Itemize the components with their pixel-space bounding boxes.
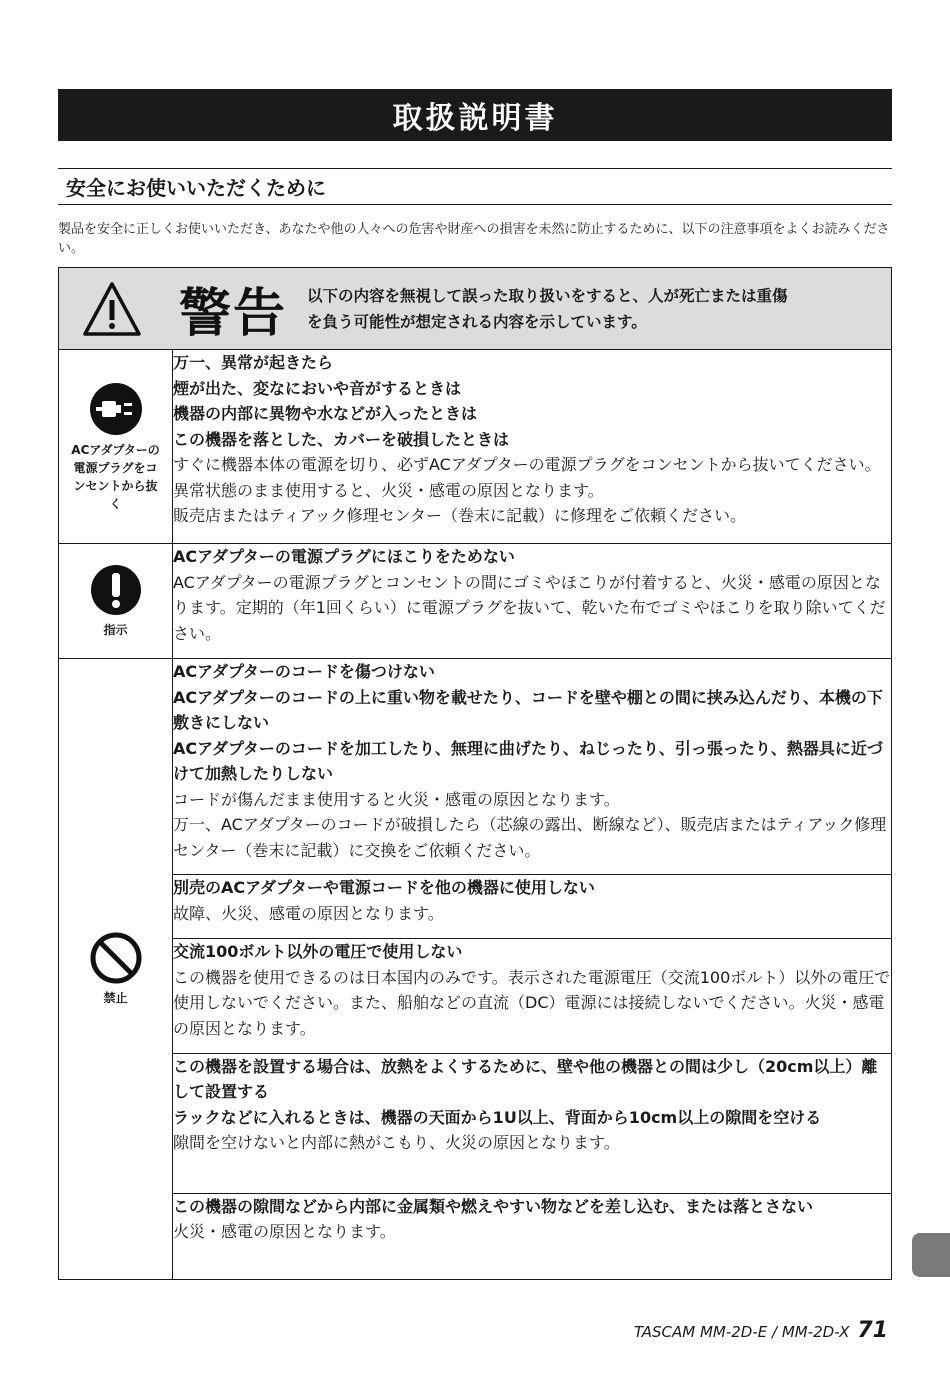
warning-description: 以下の内容を無視して誤った取り扱いをすると、人が死亡または重傷 を負う可能性が想定される内容を示しています。	[307, 286, 788, 331]
section-heading: 安全にお使いいただくために	[66, 176, 326, 200]
unplug-icon	[88, 381, 144, 437]
footer	[634, 1318, 888, 1343]
warning-row	[59, 939, 892, 1053]
warning-content: 交流100ボルト以外の電圧で使用しない この機器を使用できるのは日本国内のみです。表示された電源電圧（交流100ボルト）以外の電圧で使用しないでください。また、船舶などの直流（DC）電源には接続しないでください。火災・感電の原因となります。	[173, 939, 892, 1053]
warning-triangle-icon	[81, 280, 143, 338]
icon-caption: ACアダプターの電源プラグをコンセントから抜く	[71, 442, 160, 511]
section-side-tab	[912, 1233, 950, 1277]
section-rule-top	[58, 168, 892, 169]
page-title: 取扱説明書	[58, 89, 892, 141]
warning-content: この機器の隙間などから内部に金属類や燃えやすい物などを差し込む、または落とさない 火災・感電の原因となります。	[173, 1193, 892, 1279]
intro-text: 製品を安全に正しくお使いいただき、あなたや他の人々への危害や財産への損害を未然に防止するために、以下の注意事項をよくお読みください。	[58, 222, 890, 256]
instruction-icon	[89, 563, 143, 617]
warning-header-row	[59, 268, 892, 350]
icon-caption: 指示	[103, 623, 128, 637]
section-rule-bottom	[58, 204, 892, 205]
warning-content: 別売のACアダプターや電源コードを他の機器に使用しない 故障、火災、感電の原因となります。	[173, 875, 892, 939]
warning-content: この機器を設置する場合は、放熱をよくするために、壁や他の機器との間は少し（20cm以上）離して設置する ラックなどに入れるときは、機器の天面から1U以上、背面から10cm以上の隙間を空ける 隙間を空けないと内部に熱がこもり、火災の原因となります。	[173, 1053, 892, 1193]
warning-row	[59, 1053, 892, 1193]
icon-caption: 禁止	[103, 991, 128, 1005]
warning-row	[59, 1193, 892, 1279]
prohibition-icon	[89, 931, 143, 985]
page-number: 71	[857, 1318, 888, 1343]
warning-row	[59, 350, 892, 544]
warning-row	[59, 544, 892, 659]
warning-row	[59, 875, 892, 939]
warning-content: 万一、異常が起きたら 煙が出た、変なにおいや音がするときは 機器の内部に異物や水などが入ったときは この機器を落とした、カバーを破損したときは すぐに機器本体の電源を切り、必ずACアダプターの電源プラグをコンセントから抜いてください。異常状態のまま使用すると、火災・感電の原因となります。 販売店またはティアック修理センター（巻末に記載）に修理をご依頼ください。	[173, 350, 892, 544]
warning-row	[59, 659, 892, 875]
warning-table	[58, 267, 892, 1280]
warning-content: ACアダプターのコードを傷つけない ACアダプターのコードの上に重い物を載せたり、コードを壁や棚との間に挟み込んだり、本機の下敷きにしない ACアダプターのコードを加工したり、無理に曲げたり、ねじったり、引っ張ったり、熱器具に近づけて加熱したりしない コードが傷んだまま使用すると火災・感電の原因となります。 万一、ACアダプターのコードが破損したら（芯線の露出、断線など）、販売店またはティアック修理センター（巻末に記載）に交換をご依頼ください。	[173, 659, 892, 875]
warning-word: 警告	[179, 284, 288, 344]
warning-content: ACアダプターの電源プラグにほこりをためない ACアダプターの電源プラグとコンセントの間にゴミやほこりが付着すると、火災・感電の原因となります。定期的（年1回くらい）に電源プラグを抜いて、乾いた布でゴミやほこりを取り除いてください。	[173, 544, 892, 659]
footer-brand: TASCAM MM-2D-E / MM-2D-X	[633, 1323, 850, 1341]
